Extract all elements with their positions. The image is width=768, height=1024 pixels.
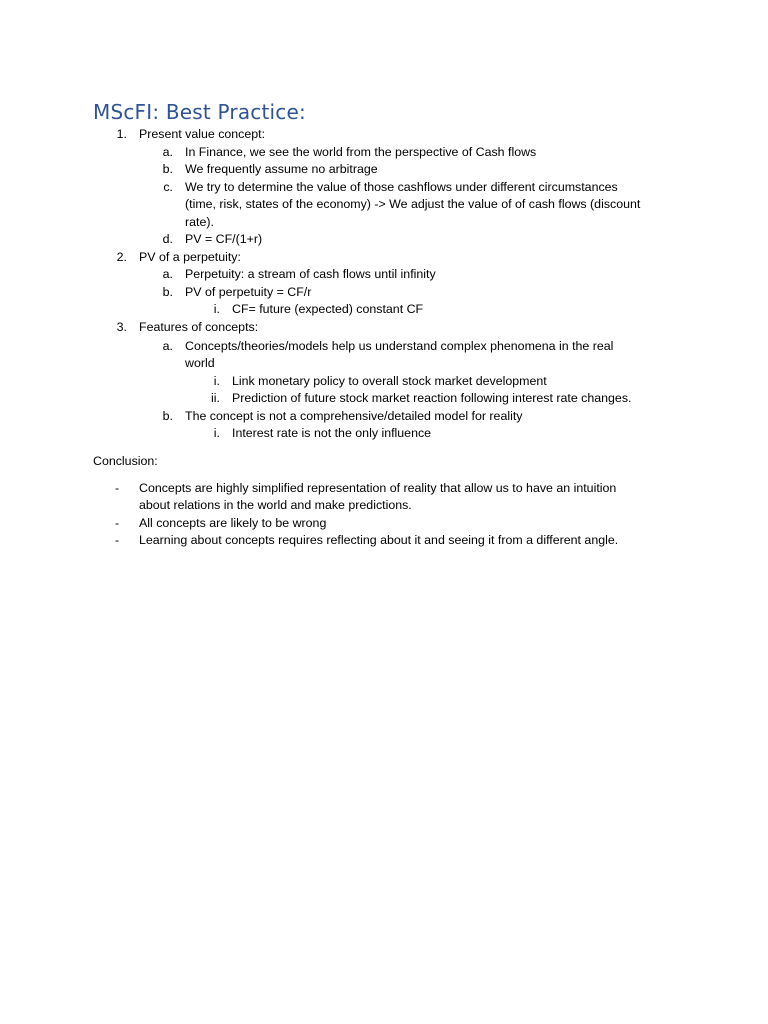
list-item-text: PV = CF/(1+r) bbox=[185, 232, 263, 246]
list-item-text: Interest rate is not the only influence bbox=[232, 426, 432, 440]
list-item-text: Features of concepts: bbox=[139, 320, 259, 334]
list-item-text: CF= future (expected) constant CF bbox=[232, 302, 424, 316]
list-letter: b. bbox=[162, 162, 173, 176]
list-number: 2. bbox=[116, 250, 127, 264]
list-letter: a. bbox=[162, 267, 173, 281]
list-letter: a. bbox=[162, 145, 173, 159]
list-item-text: Prediction of future stock market reaction following interest rate changes. bbox=[232, 391, 632, 405]
list-item-1c-continuation: rate). bbox=[185, 215, 214, 229]
bullet-dash: - bbox=[115, 516, 120, 530]
list-letter: b. bbox=[162, 285, 173, 299]
list-letter: c. bbox=[163, 180, 173, 194]
list-item-text: Present value concept: bbox=[139, 127, 266, 141]
list-letter: d. bbox=[162, 232, 173, 246]
list-number: 1. bbox=[116, 127, 127, 141]
list-roman: i. bbox=[213, 426, 220, 440]
list-item-text: The concept is not a comprehensive/detailed model for reality bbox=[185, 409, 523, 423]
list-item-text: In Finance, we see the world from the perspective of Cash flows bbox=[185, 145, 537, 159]
bullet-dash: - bbox=[115, 533, 120, 547]
list-item-text: Link monetary policy to overall stock market development bbox=[232, 374, 547, 388]
bullet-text-line: All concepts are likely to be wrong bbox=[139, 516, 327, 530]
document-title: MScFI: Best Practice: bbox=[93, 100, 306, 124]
bullet-dash: - bbox=[115, 481, 120, 495]
list-item-text-line: Concepts/theories/models help us understand complex phenomena in the real bbox=[185, 339, 614, 353]
list-letter: a. bbox=[162, 339, 173, 353]
bullet-text-line: Learning about concepts requires reflecting about it and seeing it from a different angle. bbox=[139, 533, 619, 547]
list-letter: b. bbox=[162, 409, 173, 423]
list-roman: ii. bbox=[211, 391, 220, 405]
list-item-text: PV of a perpetuity: bbox=[139, 250, 241, 264]
list-roman: i. bbox=[213, 302, 220, 316]
bullet-continuation: about relations in the world and make predictions. bbox=[139, 498, 412, 512]
bullet-text-line: Concepts are highly simplified representation of reality that allow us to have an intuition bbox=[139, 481, 617, 495]
conclusion-heading: Conclusion: bbox=[93, 454, 158, 468]
list-item-text: We frequently assume no arbitrage bbox=[185, 162, 378, 176]
list-roman: i. bbox=[213, 374, 220, 388]
list-item-1c-continuation: (time, risk, states of the economy) -> We adjust the value of of cash flows (discount bbox=[185, 197, 641, 211]
list-item-3a-continuation: world bbox=[185, 356, 215, 370]
list-item-text-line: We try to determine the value of those cashflows under different circumstances bbox=[185, 180, 618, 194]
list-item-text: Perpetuity: a stream of cash flows until infinity bbox=[185, 267, 436, 281]
list-number: 3. bbox=[116, 320, 127, 334]
list-item-text: PV of perpetuity = CF/r bbox=[185, 285, 312, 299]
